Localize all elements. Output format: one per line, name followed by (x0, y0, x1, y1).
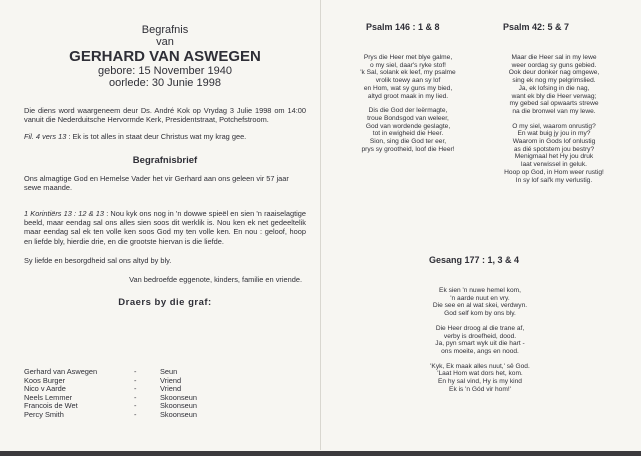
stanza (400, 363, 560, 394)
bearer-role: Vriend (160, 384, 182, 394)
verse-line: laat verwissel in geluk. (521, 161, 587, 169)
psalm-146-text (336, 54, 480, 160)
verse-line: en Hom, wat sy guns my bied, (363, 84, 453, 92)
verse-line: sing ek nog my pelgrimslied. (512, 77, 596, 85)
verse-line: altyd groot maak in my lied. (367, 92, 449, 100)
verse-line: prys sy grootheid, loof die Heer! (361, 145, 455, 153)
verse-line: Ek is 'n Gód vir hom!' (449, 385, 511, 393)
bearer-name: Koos Burger (24, 375, 66, 385)
bearer-role: Skoonseun (160, 401, 197, 411)
bearer-name: Francois de Wet (24, 401, 78, 411)
bearer-name: Neels Lemmer (24, 392, 73, 402)
verse-1-ref: Fil. 4 vers 13 (24, 132, 67, 142)
verse-line: Maar die Heer sal in my lewe (511, 54, 597, 61)
verse-line: Sion, sing die God ter eer, (369, 138, 447, 146)
verse-line: na die bronwel van my lewe. (512, 107, 596, 115)
van-line: van (156, 36, 174, 48)
psalm-42-text (484, 54, 624, 191)
verse-line: O my siel, waarom onrustig? (512, 122, 596, 130)
verse-1-text: : Ek is tot alles in staat deur Christus wat my krag gee. (68, 132, 247, 142)
verse-line: troue Bondsgod van weleer, (367, 114, 449, 122)
gesang-177-title: Gesang 177 : 1, 3 & 4 (429, 255, 520, 265)
letter-title: Begrafnisbrief (132, 154, 198, 166)
bearer-role: Seun (160, 367, 178, 376)
stanza (484, 123, 624, 185)
table-row (24, 411, 197, 420)
verse-line: En wat buig jy jou in my? (517, 130, 591, 138)
verse-line: Waarom in Gods lof onlustig (512, 138, 596, 146)
verse-line: Ja, pyn smart wyk uit die hart - (435, 340, 525, 348)
psalm-146-title: Psalm 146 : 1 & 8 (366, 22, 440, 32)
bearer-dash: - (134, 392, 137, 402)
verse-line: verby is droefheid, dood. (443, 332, 517, 340)
verse-line: weer oordag sy guns gebied. (511, 61, 597, 69)
service-info: Die diens word waargeneem deur Ds. André Kok op Vrydag 3 Julie 1998 om 14:00 vanuit die Nederduitsche Hervormde Kerk, Presidentstraat, Potchefstroom. (24, 106, 306, 125)
bearer-name: Percy Smith (24, 409, 64, 419)
verse-2 (24, 209, 306, 246)
verse-line: Prys die Heer met blye galme, (363, 54, 453, 61)
stanza (336, 107, 480, 153)
psalm-42-title: Psalm 42: 5 & 7 (503, 22, 570, 32)
bearers-title: Draers by die graf: (118, 297, 212, 309)
bearer-role: Skoonseun (160, 409, 197, 419)
verse-2-text: : Nou kyk ons nog in 'n dowwe spieël en sien 'n raaiselagtige beeld, maar eendag sal ons alles sien soos dit werklik is. Nou ken ek net gedeeltelik maar eendag sal ek ten volle ken soos God my ten volle ken. En nou : geloof, hoop en liefde bly, hierdie drie, en die grootste hiervan is die liefde. (24, 209, 306, 246)
verse-line: Menigmaal het Hy jou druk (514, 153, 594, 161)
bearer-dash: - (134, 409, 137, 419)
verse-line: 'k Sal, solank ek leef, my psalme (360, 69, 456, 77)
bearer-role: Vriend (160, 375, 182, 385)
verse-line: my gebed sal opwaarts strewe (509, 100, 599, 108)
bearer-name: Gerhard van Aswegen (24, 367, 98, 376)
verse-line: o my siel, daar's ryke stof! (369, 61, 446, 69)
center-fold (320, 0, 321, 450)
verse-line: 'Laat Hom wat dors het, kom. (437, 370, 523, 378)
verse-line: tot in ewigheid die Heer. (372, 130, 444, 138)
verse-line: Die see en al wat skei, verdwyn. (432, 302, 528, 310)
stanza (336, 54, 480, 100)
verse-line: Die Heer droog al die trane af, (435, 324, 525, 332)
verse-line: want ek bly die Heer verwag; (511, 92, 597, 100)
verse-line: En hy sal vind, Hy is my kind (438, 378, 522, 386)
verse-line: Hoop op God, in Hom weer rustig! (504, 168, 604, 176)
verse-line: Ek sien 'n nuwe hemel kom, (439, 287, 521, 294)
verse-line: as dié spotstem jou bestry? (513, 145, 595, 153)
heading: Begrafnis (141, 24, 189, 36)
verse-line: God van wordende geslagte, (365, 122, 451, 130)
mourners-line: Van bedroefde eggenote, kinders, familie en vriende. (129, 275, 302, 285)
verse-line: God self kom by ons bly. (444, 310, 516, 318)
gesang-177-text (400, 287, 560, 400)
verse-line: Ja, ek lofsing in die nag, (518, 84, 590, 92)
left-page (24, 24, 306, 308)
born-date: gebore: 15 November 1940 (98, 65, 232, 77)
bearer-dash: - (134, 401, 137, 411)
verse-line: vrolik toewy aan sy lof (375, 77, 441, 85)
bearer-dash: - (134, 375, 137, 385)
verse-2-ref: 1 Korintiërs 13 : 12 & 13 (24, 209, 105, 219)
letter-text: Ons almagtige God en Hemelse Vader het vir Gerhard aan ons geleen vir 57 jaar sewe maande. (24, 173, 289, 192)
bearer-name: Nico v Aarde (24, 384, 66, 394)
verse-line: Ook deur donker nag omgewe, (508, 69, 600, 77)
verse-line: In sy lof sal'k my verlustig. (515, 176, 593, 184)
love-line: Sy liefde en besorgdheid sal ons altyd by bly. (24, 255, 172, 265)
verse-line: 'n aarde nuut en vry. (450, 294, 510, 302)
died-date: oorlede: 30 Junie 1998 (109, 77, 221, 89)
verse-line: Dis die God der leërmagte, (368, 107, 448, 115)
bearer-dash: - (134, 384, 137, 394)
stanza (400, 325, 560, 356)
verse-line: 'Kyk, Ek maak alles nuut,' sê God. (430, 362, 530, 370)
deceased-name: GERHARD VAN ASWEGEN (69, 48, 261, 65)
stanza (484, 54, 624, 116)
bearers-table (24, 368, 197, 420)
bearer-role: Skoonseun (160, 392, 197, 402)
verse-line: ons moeite, angs en nood. (441, 347, 519, 355)
bearer-dash: - (134, 367, 137, 376)
stanza (400, 287, 560, 318)
verse-1 (24, 132, 306, 141)
bottom-edge (0, 451, 641, 456)
